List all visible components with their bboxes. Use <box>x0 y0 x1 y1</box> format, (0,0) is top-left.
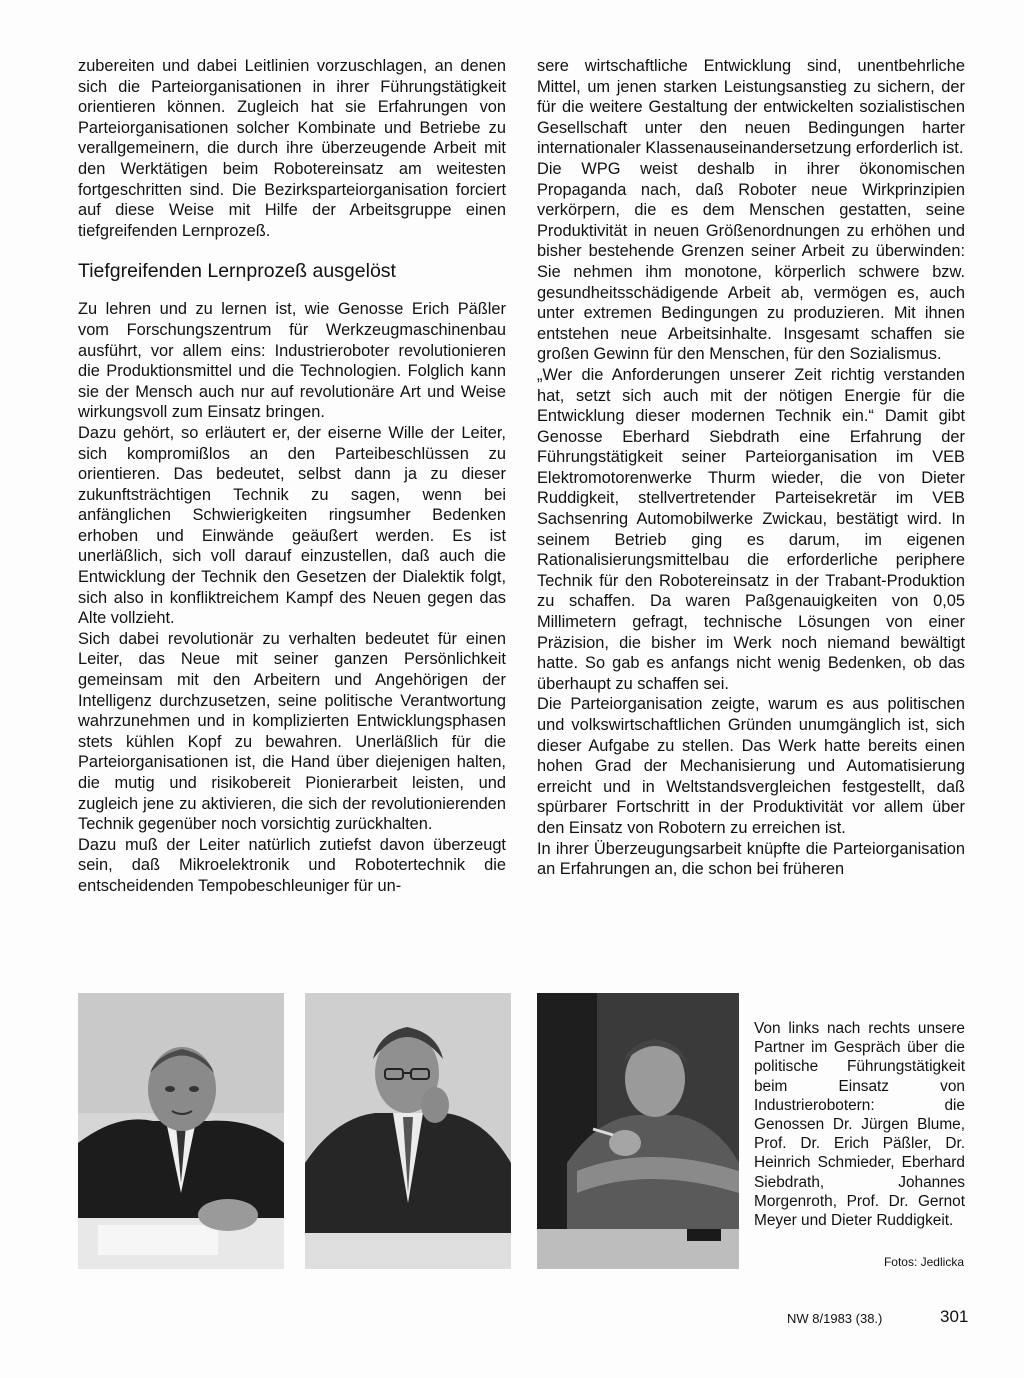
section-heading: Tiefgreifenden Lernprozeß ausgelöst <box>78 260 396 283</box>
paragraph: Die WPG weist deshalb in ihrer ökonomischen Propaganda nach, daß Roboter neue Wirkprinzipien verkörpern, die es dem Menschen gestatten, seine Produktivität in neuen Größenordnungen zu erhöhen und bisher bestehende Grenzen seiner Arbeit zu überwinden: Sie nehmen ihm monotone, körperlich schwere bzw. gesundheitsschädigende Arbeit ab, vermögen es, auch unter extremen Bedingungen zu produzieren. Mit ihnen entstehen neue Arbeitsinhalte. Insgesamt schaffen sie großen Gewinn für den Menschen, für den Sozialismus. <box>537 159 965 364</box>
paragraph: In ihrer Überzeugungsarbeit knüpfte die Parteiorganisation an Erfahrungen an, die schon bei früheren <box>537 839 965 879</box>
paragraph: Dazu muß der Leiter natürlich zutiefst davon überzeugt sein, daß Mikroelektronik und Robotertechnik die entscheidenden Tempobeschleuniger für un- <box>78 835 506 895</box>
photo-image <box>305 993 511 1269</box>
photo-portrait-1 <box>78 993 284 1269</box>
photo-portrait-2 <box>305 993 511 1269</box>
right-text-column <box>537 56 965 880</box>
issue-label: NW 8/1983 (38.) <box>787 1311 883 1326</box>
photo-caption: Von links nach rechts unsere Partner im Gespräch über die politische Führungstätigkeit beim Einsatz von Industrierobotern: die Genossen Dr. Jürgen Blume, Prof. Dr. Erich Päßler, Dr. Heinrich Schmieder, Eberhard Siebdrath, Johannes Morgenroth, Prof. Dr. Gernot Meyer und Dieter Ruddigkeit. <box>754 1020 965 1230</box>
photo-image <box>537 993 739 1269</box>
photo-image <box>78 993 284 1269</box>
paragraph: Sich dabei revolutionär zu verhalten bedeutet für einen Leiter, das Neue mit seiner ganzen Persönlichkeit gemeinsam mit den Arbeitern und Angehörigen der Intelligenz durchzusetzen, seine politische Verantwortung wahrzunehmen und in komplizierten Entwicklungsphasen stets kühlen Kopf zu bewahren. Unerläßlich für die Parteiorganisationen ist, die Hand über diejenigen halten, die mutig und risikobereit Pionierarbeit leisten, und zugleich jene zu aktivieren, die sich der revolutionierenden Technik gegenüber noch vorsichtig zurückhalten. <box>78 629 506 834</box>
photo-credit: Fotos: Jedlicka <box>883 1255 964 1269</box>
paragraph: „Wer die Anforderungen unserer Zeit richtig verstanden hat, setzt sich auch mit der nötigen Energie für die Entwicklung dieser modernen Technik ein.“ Damit gibt Genosse Eberhard Siebdrath eine Erfahrung der Führungstätigkeit seiner Parteiorganisation im VEB Elektromotorenwerke Thurm wieder, die von Dieter Ruddigkeit, stellvertretender Parteisekretär im VEB Sachsenring Automobilwerke Zwickau, bestätigt wird. In seinem Betrieb ging es darum, im eigenen Rationalisierungsmittelbau die erforderliche periphere Technik für den Robotereinsatz in der Trabant-Produktion zu schaffen. Da waren Paßgenauigkeiten von 0,05 Millimetern gefragt, technische Lösungen von einer Präzision, die bisher im Werk noch niemand bewältigt hatte. So gab es anfangs nicht wenig Bedenken, ob das überhaupt zu schaffen sei. <box>537 365 965 693</box>
photo-portrait-3 <box>537 993 739 1269</box>
paragraph: zubereiten und dabei Leitlinien vorzuschlagen, an denen sich die Parteiorganisationen in ihrer Führungstätigkeit orientieren können. Zugleich hat sie Erfahrungen von Parteiorganisationen solcher Kombinate und Betriebe zu verallgemeinern, die durch ihre überzeugende Arbeit mit den Werktätigen beim Robotereinsatz am weitesten fortgeschritten sind. Die Bezirksparteiorganisation forciert auf diese Weise mit Hilfe der Arbeitsgruppe einen tiefgreifenden Lernprozeß. <box>78 57 506 240</box>
paragraph: Die Parteiorganisation zeigte, warum es aus politischen und volkswirtschaftlichen Gründen unumgänglich ist, sich dieser Aufgabe zu stellen. Das Werk hatte bereits einen hohen Grad der Mechanisierung und Automatisierung erreicht und in Weltstandsvergleichen festgestellt, daß spürbarer Fortschritt in der Produktivität vor allem über den Einsatz von Robotern zu erreichen ist. <box>537 695 965 837</box>
paragraph: sere wirtschaftliche Entwicklung sind, unentbehrliche Mittel, um jenen starken Leistungsanstieg zu sichern, der für die weitere Gestaltung der entwickelten sozialistischen Gesellschaft unter den neuen Bedingungen harter internationaler Klassenauseinandersetzung erforderlich ist. <box>537 57 965 158</box>
paragraph: Dazu gehört, so erläutert er, der eiserne Wille der Leiter, sich kompromißlos an den Parteibeschlüssen zu orientieren. Das bedeutet, selbst dann ja zu dieser zukunftsträchtigen Technik zu sagen, wenn bei anfänglichen Schwierigkeiten ringsumher Bedenken erhoben und Einwände geäußert werden. Es ist unerläßlich, sich voll darauf einzustellen, daß auch die Entwicklung der Technik den Gesetzen der Dialektik folgt, sich also in konfliktreichem Kampf des Neuen gegen das Alte vollzieht. <box>78 423 506 628</box>
paragraph: Zu lehren und zu lernen ist, wie Genosse Erich Päßler vom Forschungszentrum für Werkzeugmaschinenbau ausführt, vor allem eins: Industrieroboter revolutionieren die Produktionsmittel und die Technologien. Folglich kann sie der Mensch auch nur auf revolutionäre Art und Weise wirkungsvoll zum Einsatz bringen. <box>78 300 506 422</box>
page-number: 301 <box>940 1307 969 1326</box>
left-text-column <box>78 56 506 897</box>
